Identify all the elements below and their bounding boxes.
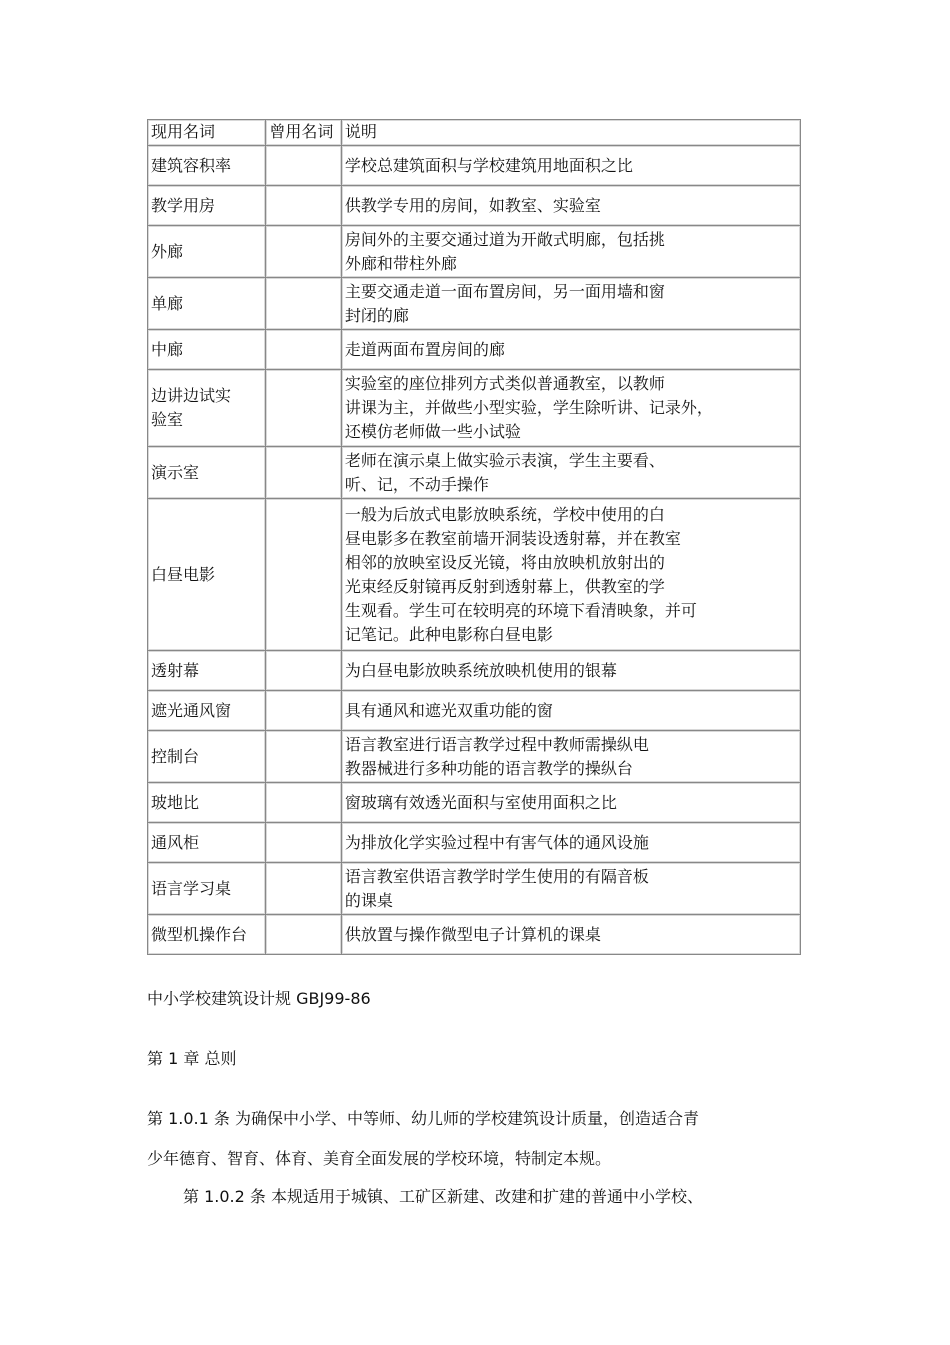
cell-former-term [266, 863, 342, 915]
cell-description: 老师在演示桌上做实验示表演，学生主要看、 听、记，不动手操作 [341, 447, 800, 499]
cell-current-term: 中廊 [148, 330, 266, 370]
table-row [148, 915, 801, 955]
cell-current-term: 玻地比 [148, 783, 266, 823]
header-former-term: 曾用名词 [266, 120, 342, 146]
cell-description: 为白昼电影放映系统放映机使用的银幕 [341, 651, 800, 691]
cell-current-term: 透射幕 [148, 651, 266, 691]
table-row [148, 146, 801, 186]
header-current-term: 现用名词 [148, 120, 266, 146]
cell-former-term [266, 915, 342, 955]
table-row [148, 370, 801, 447]
table-row [148, 226, 801, 278]
cell-former-term [266, 278, 342, 330]
table-header-row [148, 120, 801, 146]
table-row [148, 823, 801, 863]
cell-description: 学校总建筑面积与学校建筑用地面积之比 [341, 146, 800, 186]
cell-current-term: 单廊 [148, 278, 266, 330]
cell-former-term [266, 731, 342, 783]
cell-description: 主要交通走道一面布置房间，另一面用墙和窗 封闭的廊 [341, 278, 800, 330]
cell-current-term: 教学用房 [148, 186, 266, 226]
chapter-heading: 第 1 章 总则 [147, 1049, 237, 1068]
cell-description: 为排放化学实验过程中有害气体的通风设施 [341, 823, 800, 863]
article-1-0-1-line-2: 少年德育、智育、体育、美育全面发展的学校环境，特制定本规。 [147, 1149, 612, 1168]
cell-description: 房间外的主要交通过道为开敞式明廊，包括挑 外廊和带柱外廊 [341, 226, 800, 278]
cell-description: 语言教室进行语言教学过程中教师需操纵电 教器械进行多种功能的语言教学的操纵台 [341, 731, 800, 783]
table-row [148, 651, 801, 691]
cell-description: 窗玻璃有效透光面积与室使用面积之比 [341, 783, 800, 823]
cell-current-term: 语言学习桌 [148, 863, 266, 915]
table-row [148, 186, 801, 226]
header-description: 说明 [341, 120, 800, 146]
cell-description: 走道两面布置房间的廊 [341, 330, 800, 370]
cell-former-term [266, 499, 342, 651]
cell-description: 实验室的座位排列方式类似普通教室，以教师 讲课为主，并做些小型实验，学生除听讲、记录外， 还模仿老师做一些小试验 [341, 370, 800, 447]
cell-current-term: 白昼电影 [148, 499, 266, 651]
cell-current-term: 遮光通风窗 [148, 691, 266, 731]
table-row [148, 447, 801, 499]
cell-current-term: 建筑容积率 [148, 146, 266, 186]
table-row [148, 863, 801, 915]
table-row [148, 278, 801, 330]
cell-former-term [266, 691, 342, 731]
cell-former-term [266, 226, 342, 278]
cell-former-term [266, 447, 342, 499]
cell-former-term [266, 186, 342, 226]
table-row [148, 731, 801, 783]
cell-former-term [266, 783, 342, 823]
cell-description: 语言教室供语言教学时学生使用的有隔音板 的课桌 [341, 863, 800, 915]
cell-current-term: 外廊 [148, 226, 266, 278]
table-row [148, 499, 801, 651]
cell-former-term [266, 823, 342, 863]
table-row [148, 691, 801, 731]
article-1-0-2-line-1: 第 1.0.2 条 本规适用于城镇、工矿区新建、改建和扩建的普通中小学校、 [183, 1187, 703, 1206]
cell-current-term: 通风柜 [148, 823, 266, 863]
cell-description: 供教学专用的房间，如教室、实验室 [341, 186, 800, 226]
cell-current-term: 演示室 [148, 447, 266, 499]
table-row [148, 783, 801, 823]
cell-current-term: 控制台 [148, 731, 266, 783]
cell-former-term [266, 370, 342, 447]
cell-former-term [266, 651, 342, 691]
article-1-0-1-line-1: 第 1.0.1 条 为确保中小学、中等师、幼儿师的学校建筑设计质量，创造适合青 [147, 1109, 699, 1128]
cell-former-term [266, 146, 342, 186]
document-title: 中小学校建筑设计规 GBJ99-86 [147, 989, 371, 1008]
cell-current-term: 微型机操作台 [148, 915, 266, 955]
cell-description: 具有通风和遮光双重功能的窗 [341, 691, 800, 731]
cell-former-term [266, 330, 342, 370]
terms-table [147, 119, 801, 955]
cell-current-term: 边讲边试实 验室 [148, 370, 266, 447]
table-row [148, 330, 801, 370]
cell-description: 一般为后放式电影放映系统，学校中使用的白 昼电影多在教室前墙开洞装设透射幕，并在教室 相邻的放映室设反光镜，将由放映机放射出的 光束经反射镜再反射到透射幕上，供教室的学 生观看。学生可在较明亮的环境下看清映象，并可 记笔记。此种电影称白昼电影 [341, 499, 800, 651]
cell-description: 供放置与操作微型电子计算机的课桌 [341, 915, 800, 955]
